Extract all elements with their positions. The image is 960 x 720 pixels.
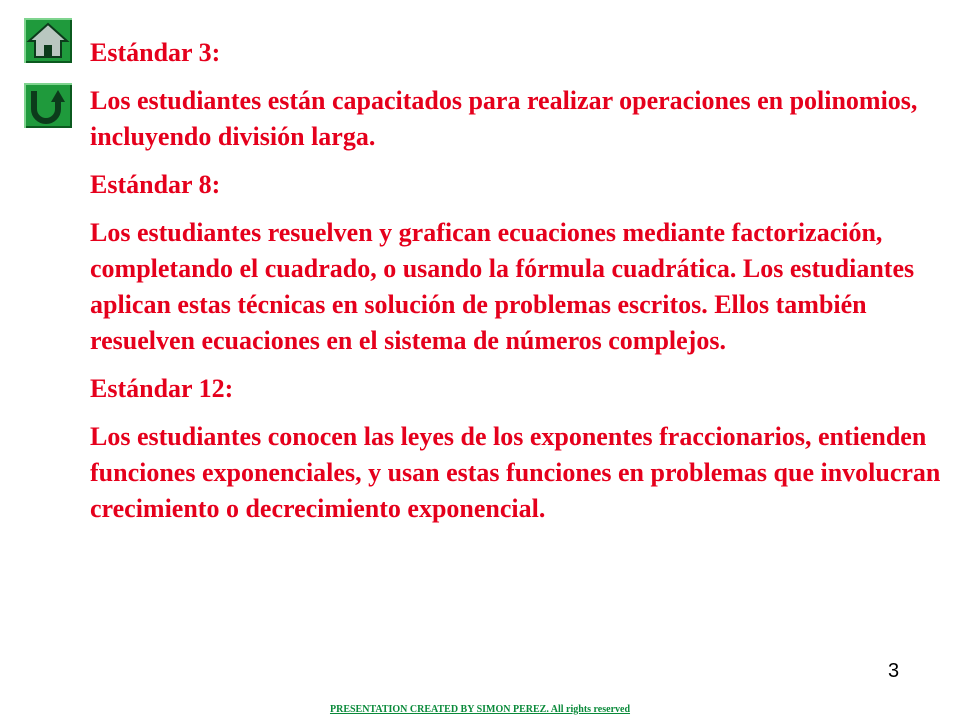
page-number: 3 — [888, 660, 900, 682]
standard-3-text: Los estudiantes están capacitados para realizar operaciones en polinomios, incluyendo división larga. — [90, 86, 918, 151]
standard-3-heading: Estándar 3: — [90, 38, 221, 67]
standards-content — [90, 35, 950, 539]
footer-credit-link[interactable]: PRESENTATION CREATED BY SIMON PEREZ. All rights reserved — [329, 704, 631, 715]
home-button[interactable] — [24, 18, 72, 63]
back-button[interactable] — [24, 83, 72, 128]
standard-8-heading: Estándar 8: — [90, 170, 221, 199]
standard-12-heading: Estándar 12: — [90, 374, 234, 403]
standard-8-text: Los estudiantes resuelven y grafican ecuaciones mediante factorización, completando el cuadrado, o usando la fórmula cuadrática. Los estudiantes aplican estas técnicas en solución de problemas escritos. Ellos también resuelven ecuaciones en el sistema de números complejos. — [90, 218, 915, 355]
home-icon — [24, 18, 72, 63]
standard-12-text: Los estudiantes conocen las leyes de los exponentes fraccionarios, entienden funciones exponenciales, y usan estas funciones en problemas que involucran crecimiento o decrecimiento exponencial. — [90, 422, 941, 523]
return-arrow-icon — [24, 83, 72, 128]
